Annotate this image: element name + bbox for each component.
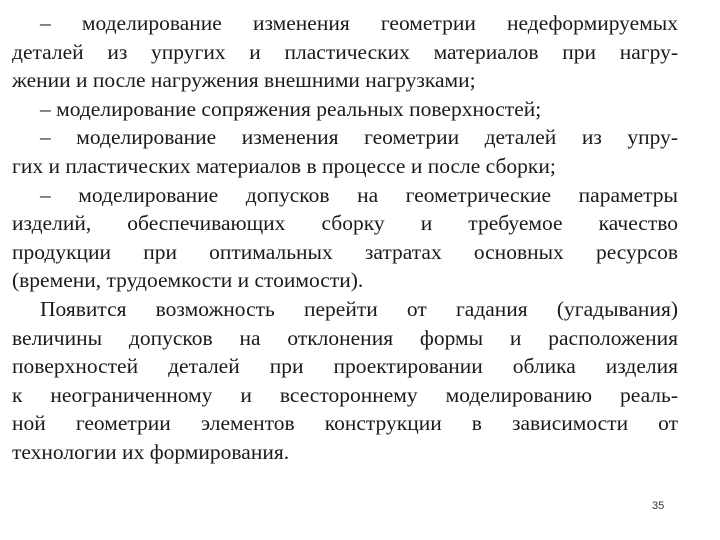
text-line: (времени, трудоемкости и стоимости).	[12, 268, 364, 293]
text-line: величины допусков на отклонения формы и расположения	[12, 325, 678, 350]
text-line: – моделирование изменения геометрии недеформируемых	[40, 11, 678, 35]
text-line: изделий, обеспечивающих сборку и требуемое качество	[12, 211, 678, 236]
text-line: жении и после нагружения внешними нагрузками;	[12, 68, 476, 93]
text-line: поверхностей деталей при проектировании облика изделия	[12, 354, 678, 379]
text-line: Появится возможность перейти от гадания (угадывания)	[40, 296, 678, 321]
text-line: ной геометрии элементов конструкции в зависимости от	[12, 411, 678, 436]
text-line: – моделирование изменения геометрии деталей из упру-	[40, 125, 678, 150]
text-line: – моделирование допусков на геометрические параметры	[40, 182, 678, 207]
text-line: – моделирование сопряжения реальных поверхностей;	[40, 96, 542, 121]
text-line: гих и пластических материалов в процессе и после сборки;	[12, 153, 556, 178]
text-line: технологии их формирования.	[12, 439, 290, 464]
body-text	[12, 9, 678, 467]
text-line: продукции при оптимальных затратах основных ресурсов	[12, 239, 678, 264]
text-line: деталей из упругих и пластических материалов при нагру-	[12, 39, 678, 64]
page-number: 35	[652, 500, 665, 512]
text-line: к неограниченному и всестороннему моделированию реаль-	[12, 382, 678, 407]
